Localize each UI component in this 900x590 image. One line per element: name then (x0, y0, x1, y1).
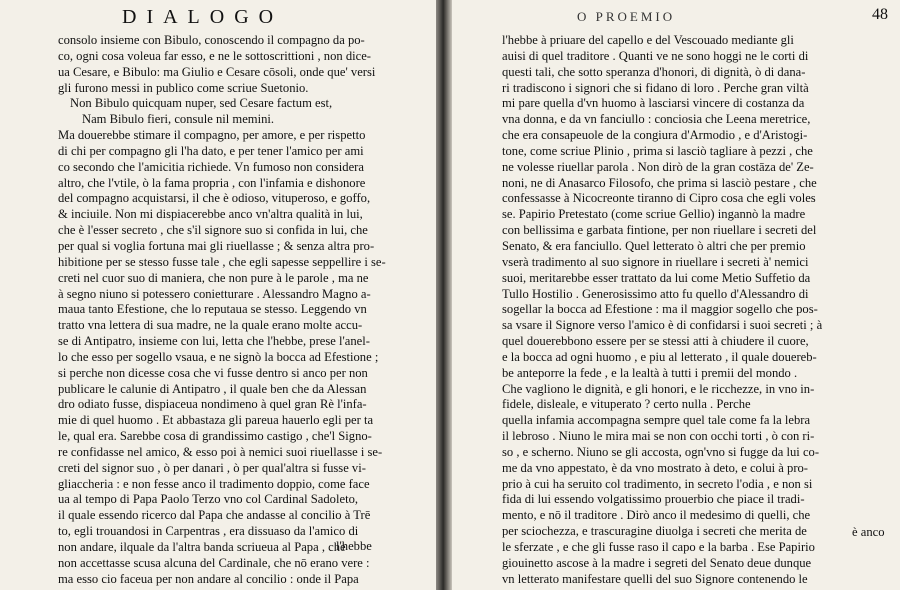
text-line: sa vsare il Signore verso l'amico è di confidarsi i suoi secreti ; à (502, 318, 823, 333)
text-line: tone, come scriue Plinio , prima si lasciò tagliare à pezzi , che (502, 143, 813, 158)
text-line: Ma douerebbe stimare il compagno, per amore, e per rispetto (58, 128, 366, 143)
text-line: re confidasse nel amico, & esso poi à nemici suoi riuellasse i se- (58, 444, 383, 459)
text-line: creti nel cuor suo di maniera, che non pure à le parole , ma ne (58, 270, 369, 285)
text-line: me da vno appestato, è da vno mostrato à deto, e colui à pro- (502, 460, 809, 475)
text-line: consolo insieme con Bibulo, conoscendo il compagno da po- (58, 33, 365, 47)
text-line: maua tanto Efestione, che lo reputaua se stesso. Leggendo vn (58, 302, 367, 317)
page-number: 48 (872, 6, 888, 23)
text-line: auisi di quel traditore . Quanti ve ne sono hoggi ne le corti di (502, 48, 809, 63)
right-page (452, 0, 900, 590)
text-line: ne volesse riuellar parola . Non dirò de la gran costāza de' Ze- (502, 159, 814, 174)
text-line: sogellar la bocca ad Efestione : ma il maggior sogello che pos- (502, 302, 818, 317)
text-line: l'hebbe à priuare del capello e del Vescouado mediante gli (502, 33, 794, 47)
text-line: del compagno acquistarsi, il che è odioso, vituperoso, e goffo, (58, 191, 371, 206)
book-gutter (436, 0, 452, 590)
text-line: suoi, meritarebbe esser trattato da lui come Metio Suffetio da (502, 270, 811, 285)
page-header-title: DIALOGO (122, 6, 284, 28)
text-line: il lebroso . Niuno le mira mai se non con occhi torti , ò con ri- (502, 429, 815, 444)
text-line: quel douerebbono essere per se stessi atti à chiudere il cuore, (502, 334, 809, 349)
text-line: le, qual era. Sarebbe cosa di grandissimo castigo , che'l Signo- (58, 429, 372, 444)
text-line: per qual si voglia fortuna mai gli riuellasse ; & senza altra pro- (58, 238, 375, 253)
text-line: dro odiato fusse, dispiaceua nondimeno à quel gran Rè l'infa- (58, 397, 367, 412)
text-line: ua Cesare, e Bibulo: ma Giulio e Cesare cōsoli, onde que' versi (58, 64, 376, 79)
text-line: giouinetto ascose à la madre i segreti del Senato deue dunque (502, 555, 812, 570)
text-line: ma esso cio faceua per non andare al concilio : onde il Papa (58, 571, 359, 586)
text-line: prio à cui ha seruito col tradimento, in secreto l'odia , e non si (502, 476, 813, 491)
text-line: se di Antipatro, insieme con lui, letta che l'hebbe, prese l'anel- (58, 334, 370, 349)
text-line: e la bocca ad ogni huomo , e piu al letterato , il quale douereb- (502, 349, 817, 364)
left-catchword: l'hebbe (336, 539, 372, 553)
text-line: creti del signor suo , ò per danari , ò per qual'altra si fusse vi- (58, 460, 366, 475)
text-line: publicare le calunie di Antipatro , il quale ben che da Alessan (58, 381, 367, 396)
text-line: si perche non dicesse cosa che vi fusse dentro si anco per non (58, 365, 368, 380)
running-head: O PROEMIO (577, 9, 676, 24)
text-line: mento, e nō il traditore . Dirò anco il medesimo di quelli, che (502, 508, 811, 523)
text-line: fidele, disleale, e vituperato ? certo nulla . Perche (502, 397, 751, 412)
text-line: à segno niuno si potessero conietturare . Alessandro Magno a- (58, 286, 371, 301)
text-line: gli furono messi in publico come scriue Suetonio. (58, 80, 309, 95)
text-line: ua al tempo di Papa Paolo Terzo vno col Cardinal Sadoleto, (58, 492, 359, 507)
text-line: vn letterato manifestare quelli del suo Signore contenendo le (502, 571, 808, 586)
text-line: Tullo Hostilio . Generosissimo atto fu quello d'Alessandro di (502, 286, 809, 301)
text-line: Che vagliono le dignità, e gli honori, e le ricchezze, in vno in- (502, 381, 815, 396)
text-line: vserà tradimento al suo signore in riuellare i secreti à' nemici (502, 254, 809, 269)
left-text-block (58, 33, 386, 588)
text-line: mie di quel huomo . Et abbastaza gli pareua hauerlo egli per ta (58, 413, 374, 428)
text-line: che era consapeuole de la congiura d'Armodio , e d'Aristogi- (502, 128, 808, 143)
text-line: hibitione per se stesso fusse tale , che egli sapesse seppellire i se- (58, 254, 386, 269)
text-line: & inciuile. Non mi dispiacerebbe anco vn'altra qualità in lui, (58, 207, 363, 222)
text-line: con bellissima e garbata fintione, per non riuellare i secreti del (502, 223, 817, 238)
text-line: ri tradiscono i signori che si fidano di loro . Perche gran viltà (502, 80, 809, 95)
text-line: questi tali, che sotto speranza d'honori, di dignità, ò di dana- (502, 64, 806, 79)
text-line: di chi per compagno gli l'ha dato, e per tener l'amico per ami (58, 143, 364, 158)
text-line: quella infamia accompagna sempre quel tale come fa la lebra (502, 413, 811, 428)
text-line: per sciochezza, e trascuragine diuolga i secreti che merita de (502, 524, 807, 539)
text-line: co secondo che l'amicitia richiede. Vn fumoso non considera (58, 159, 364, 174)
text-line: so , e scherno. Niuno se gli accosta, ogn'vno si fugge da lui co- (502, 444, 820, 459)
text-line: Senato, & era fanciullo. Quel letterato ò altri che per premio (502, 238, 806, 253)
text-line: le sferzate , e che gli fusse raso il capo e la barba . Ese Papirio (502, 540, 815, 554)
right-text-block (502, 33, 822, 588)
text-line: non accettasse scusa alcuna del Cardinale, che nō erano vere : (58, 555, 370, 570)
text-line: be anteporre la fede , e la lealtà à tutti i premii del mondo . (502, 365, 798, 380)
text-line: il quale essendo ricerco dal Papa che andasse al concilio à Trē (58, 508, 371, 523)
text-line: Non Bibulo quicquam nuper, sed Cesare factum est, (70, 96, 333, 111)
text-line: lo che esso per sogello vsaua, e ne signò la bocca ad Efestione ; (58, 349, 379, 364)
left-page (0, 0, 436, 590)
text-line: che è l'esser secreto , che s'il signore suo si confida in lui, che (58, 223, 368, 238)
text-line: altro, che l'vtile, ò la fama propria , con l'infamia e dishonore (58, 175, 366, 190)
text-line: confessasse à Nicocreonte tiranno di Cipro cosa che egli voles (502, 191, 816, 206)
text-line: noni, ne di Anasarco Filosofo, che prima si lasciò pestare , che (502, 175, 817, 190)
text-line: se. Papirio Pretestato (come scriue Gellio) ingannò la madre (502, 207, 806, 222)
text-line: co, ogni cosa voleua far esso, e ne le sottoscrittioni , non dice- (58, 48, 372, 63)
text-line: Nam Bibulo fieri, consule nil memini. (82, 112, 275, 127)
text-line: to, egli trouandosi in Carpentras , era dissuaso da l'amico di (58, 524, 359, 539)
text-line: mi pare quella d'vn huomo à lasciarsi vincere di costanza da (502, 96, 805, 111)
text-line: vna donna, e da vn fanciullo : conciosia che Leena meretrice, (502, 112, 811, 127)
text-line: gliaccheria : e non fesse anco il tradimento doppio, come face (58, 476, 370, 491)
text-line: fida di lui essendo volgatissimo prouerbio che piace il tradi- (502, 492, 805, 507)
right-catchword: è anco (852, 525, 885, 539)
text-line: tratto vna lettera di sua madre, ne la quale erano molte accu- (58, 318, 363, 333)
text-line: non andare, ilquale da l'altra banda scriueua al Papa , che (58, 540, 346, 554)
